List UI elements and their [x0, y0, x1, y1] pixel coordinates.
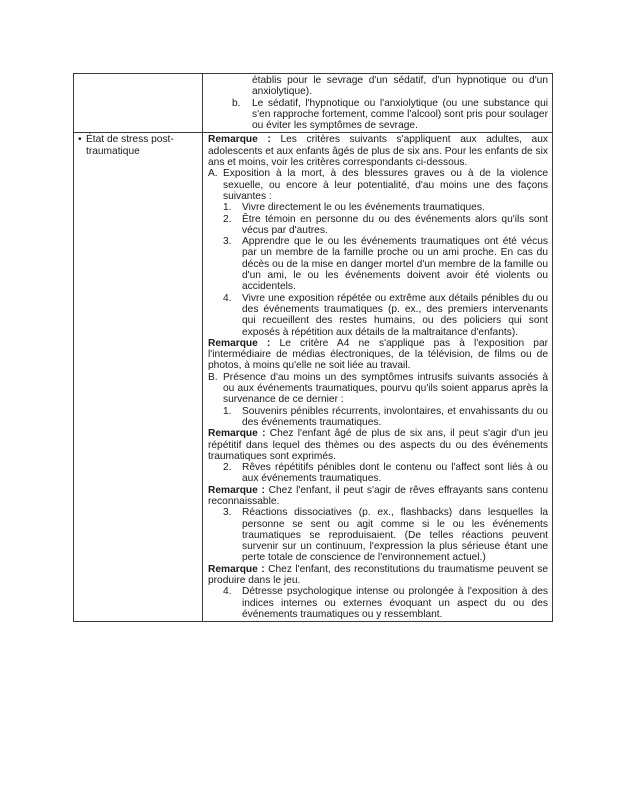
item-label: 1.	[223, 405, 232, 417]
table-row	[74, 74, 553, 133]
condition-cell	[74, 133, 203, 622]
list-item	[208, 98, 548, 132]
item-text: Vivre une exposition répétée ou extrême aux détails pénibles du ou des événements traumatiques (p. ex., des premiers intervenants qui recueillent des restes humains, ou des policiers qui sont exposés à répétition aux détails de la maltraitance d'enfants).	[242, 292, 548, 338]
item-label: 1.	[223, 202, 232, 214]
table-row	[74, 133, 553, 622]
note	[208, 338, 548, 372]
criterion-b	[208, 372, 548, 406]
intro-note	[208, 134, 548, 168]
remark-label: Remarque :	[208, 134, 271, 146]
item-text: Exposition à la mort, à des blessures graves ou à de la violence sexuelle, ou encore à leur potentialité, d'au moins une des façons suivantes :	[223, 168, 548, 202]
item-label: 3.	[223, 507, 232, 519]
list-item	[208, 236, 548, 292]
criteria-cell	[203, 74, 553, 133]
remark-label: Remarque :	[208, 428, 266, 440]
remark-label: Remarque :	[208, 563, 265, 575]
condition-bullet	[78, 134, 198, 157]
item-label: 4.	[223, 586, 232, 598]
note-text: Chez l'enfant âgé de plus de six ans, il peut s'agir d'un jeu répétitif dans lequel des thèmes ou des aspects du ou des événements traumatiques sont exprimés.	[208, 428, 548, 462]
item-label: 2.	[223, 213, 232, 225]
criterion-a	[208, 168, 548, 202]
item-label: A.	[208, 168, 218, 180]
list-item	[208, 293, 548, 338]
item-label: 2.	[223, 462, 232, 474]
item-text: Rêves répétitifs pénibles dont le contenu ou l'affect sont liés à ou aux événements traumatiques.	[242, 462, 548, 485]
remark-text: Les critères suivants s'appliquent aux adultes, aux adolescents et aux enfants âgés de plus de six ans. Pour les enfants de six ans et moins, voir les critères correspondants ci-dessous.	[208, 134, 548, 169]
note	[208, 564, 548, 587]
item-text: Apprendre que le ou les événements traumatiques ont été vécus par un membre de la famille proche ou un ami proche. En cas du décès ou de la mise en danger mortel d'un membre de la famille ou d'un ami, le ou les événements doivent avoir été violents ou accidentels.	[242, 236, 548, 293]
item-text: Être témoin en personne du ou des événements alors qu'ils sont vécus par d'autres.	[242, 213, 548, 236]
note-text: Chez l'enfant, il peut s'agir de rêves effrayants sans contenu reconnaissable.	[208, 484, 548, 507]
criteria-cell	[203, 133, 553, 622]
continuation-text: établis pour le sevrage d'un sédatif, d'un hypnotique ou d'un anxiolytique).	[252, 75, 548, 98]
item-label: b.	[232, 97, 241, 109]
list-item	[208, 462, 548, 485]
item-text: Présence d'au moins un des symptômes intrusifs suivants associés à ou aux événements traumatiques, pourvu qu'ils soient apparus après la survenance de ce dernier :	[223, 371, 548, 406]
item-text: Vivre directement le ou les événements traumatiques.	[242, 202, 485, 214]
list-item	[208, 202, 548, 213]
condition-name: État de stress post-traumatique	[86, 134, 174, 157]
note-text: Le critère A4 ne s'applique pas à l'exposition par l'intermédiaire de médias électroniques, de la télévision, de films ou de photos, à moins qu'elle ne soit liée au travail.	[208, 337, 549, 372]
item-text: Détresse psychologique intense ou prolongée à l'exposition à des indices internes ou externes évoquant un aspect du ou des événements traumatiques ou y ressemblant.	[242, 586, 548, 620]
list-item	[208, 406, 548, 429]
item-text: Réactions dissociatives (p. ex., flashbacks) dans lesquelles la personne se sent ou agit comme si le ou les événements traumatiques se reproduisaient. (De telles réactions peuvent survenir sur un continuum, l'expression la plus sérieuse étant une perte totale de conscience de l'environnement actuel.)	[242, 507, 548, 564]
note	[208, 485, 548, 508]
note-text: Chez l'enfant, des reconstitutions du traumatisme peuvent se produire dans le jeu.	[208, 563, 549, 587]
list-item	[208, 586, 548, 620]
condition-cell	[74, 74, 203, 133]
bullet-icon: •	[78, 134, 82, 146]
item-label: 3.	[223, 236, 232, 248]
criteria-table	[73, 73, 553, 622]
item-label: B.	[208, 371, 218, 383]
remark-label: Remarque :	[208, 337, 271, 349]
item-label: 4.	[223, 292, 232, 304]
item-text: Souvenirs pénibles récurrents, involontaires, et envahissants du ou des événements traumatiques.	[242, 405, 548, 428]
list-item	[208, 214, 548, 237]
list-item	[208, 507, 548, 563]
item-text: Le sédatif, l'hypnotique ou l'anxiolytique (ou une substance qui s'en rapproche fortement, comme l'alcool) sont pris pour soulager ou éviter les symptômes de sevrage.	[252, 97, 548, 132]
remark-label: Remarque :	[208, 484, 265, 496]
note	[208, 428, 548, 462]
